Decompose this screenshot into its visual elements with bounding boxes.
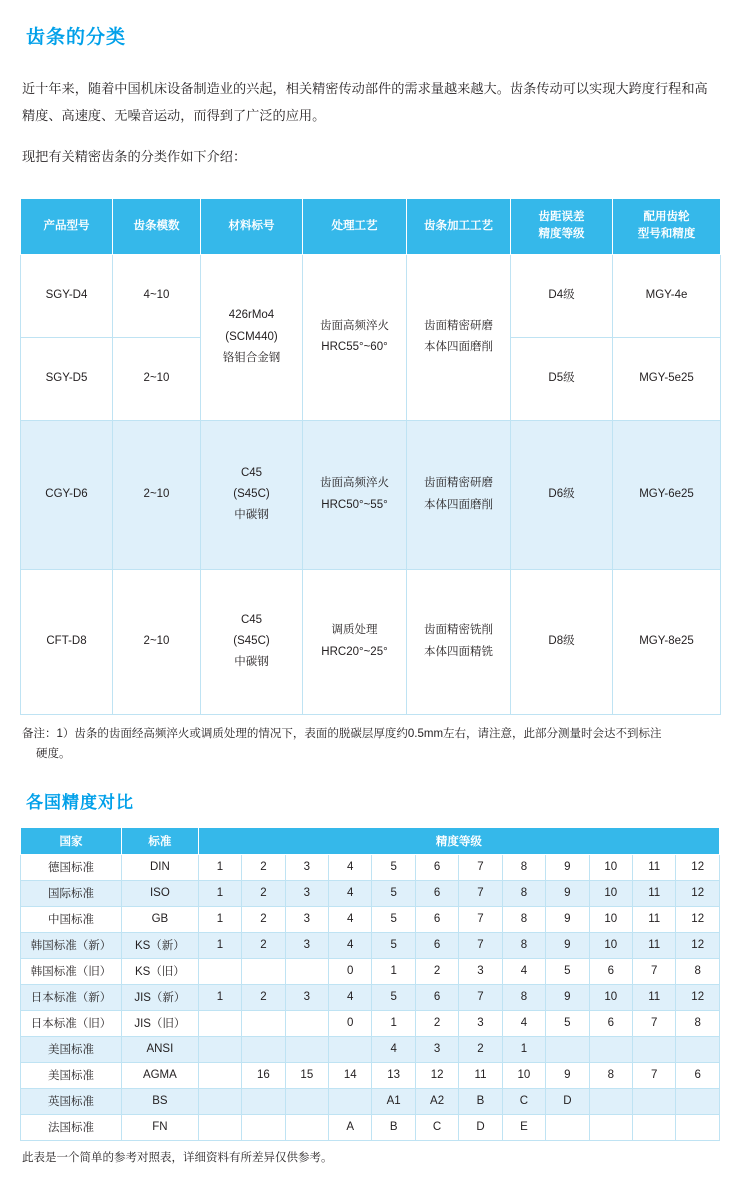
cmp-value: 3 [285, 932, 328, 958]
cmp-standard: DIN [122, 854, 199, 880]
comparison-footnote: 此表是一个简单的参考对照表，详细资料有所差异仅供参考。 [22, 1151, 333, 1164]
cmp-value [546, 1114, 589, 1140]
cmp-value: 1 [198, 906, 241, 932]
spec-table-note [22, 724, 718, 764]
cmp-value: 2 [242, 880, 285, 906]
cmp-value: 8 [676, 1010, 720, 1036]
cmp-value: 1 [372, 958, 415, 984]
cmp-value [546, 1036, 589, 1062]
cmp-value [676, 1114, 720, 1140]
cmp-value: 1 [198, 880, 241, 906]
cmp-value: A1 [372, 1088, 415, 1114]
table-row [21, 420, 721, 569]
cell-module: 4~10 [113, 254, 201, 337]
cmp-value: 12 [415, 1062, 458, 1088]
cmp-value: 2 [242, 984, 285, 1010]
cmp-value: D [546, 1088, 589, 1114]
cmp-value: B [459, 1088, 502, 1114]
cmp-value: 13 [372, 1062, 415, 1088]
table-row [21, 932, 720, 958]
cmp-value: 10 [589, 854, 632, 880]
cmp-value: 11 [632, 880, 675, 906]
cmp-value: 9 [546, 932, 589, 958]
intro-paragraph-2: 现把有关精密齿条的分类作如下介绍： [22, 149, 247, 165]
cmp-value: 0 [329, 1010, 372, 1036]
page-title: 齿条的分类 [26, 27, 127, 48]
cell-gear: MGY-6e25 [613, 420, 721, 569]
cmp-value: 8 [589, 1062, 632, 1088]
cmp-value: 8 [502, 984, 545, 1010]
spec-col-model: 产品型号 [21, 199, 113, 255]
cell-model: CFT-D8 [21, 569, 113, 714]
cmp-standard: ANSI [122, 1036, 199, 1062]
cmp-value [198, 1114, 241, 1140]
cmp-value: 7 [632, 958, 675, 984]
cmp-value [632, 1114, 675, 1140]
cmp-value: 1 [372, 1010, 415, 1036]
cmp-value: 8 [502, 880, 545, 906]
cmp-value [198, 1088, 241, 1114]
cmp-value [589, 1088, 632, 1114]
cell-module: 2~10 [113, 337, 201, 420]
cmp-value: 11 [632, 984, 675, 1010]
cmp-value [589, 1036, 632, 1062]
cmp-value: 6 [415, 906, 458, 932]
comparison-table [20, 827, 720, 1141]
cmp-value: B [372, 1114, 415, 1140]
cmp-country: 韩国标准（新） [21, 932, 122, 958]
cell-module: 2~10 [113, 569, 201, 714]
cell-material: C45 (S45C) 中碳钢 [201, 420, 303, 569]
cmp-value: 4 [329, 906, 372, 932]
cmp-value: 9 [546, 854, 589, 880]
cmp-value [285, 1036, 328, 1062]
cell-process: 齿面精密研磨 本体四面磨削 [407, 420, 511, 569]
cmp-standard: JIS（旧） [122, 1010, 199, 1036]
cmp-value [285, 1010, 328, 1036]
cmp-value: 9 [546, 906, 589, 932]
cell-model: CGY-D6 [21, 420, 113, 569]
cmp-country: 美国标准 [21, 1062, 122, 1088]
cmp-value: 1 [198, 932, 241, 958]
cmp-standard: BS [122, 1088, 199, 1114]
cmp-value [589, 1114, 632, 1140]
cmp-value: 16 [242, 1062, 285, 1088]
cell-gear: MGY-4e [613, 254, 721, 337]
cmp-value: E [502, 1114, 545, 1140]
table-row [21, 984, 720, 1010]
cmp-value [242, 1010, 285, 1036]
cmp-value: 1 [198, 854, 241, 880]
cmp-value: 10 [589, 984, 632, 1010]
cmp-value: 6 [415, 932, 458, 958]
cmp-country: 日本标准（旧） [21, 1010, 122, 1036]
cmp-value [198, 1036, 241, 1062]
cell-grade: D6级 [511, 420, 613, 569]
cmp-value: 8 [502, 854, 545, 880]
cmp-value: 2 [415, 958, 458, 984]
cmp-value: 14 [329, 1062, 372, 1088]
cmp-standard: AGMA [122, 1062, 199, 1088]
cmp-value [242, 1088, 285, 1114]
cmp-value: 6 [415, 854, 458, 880]
cmp-value: 8 [676, 958, 720, 984]
table-row [21, 958, 720, 984]
cmp-value: 4 [329, 932, 372, 958]
cmp-value: C [502, 1088, 545, 1114]
table-row [21, 906, 720, 932]
cmp-value: A2 [415, 1088, 458, 1114]
cell-model: SGY-D4 [21, 254, 113, 337]
cmp-value: 5 [546, 958, 589, 984]
document-page [0, 22, 740, 1183]
cmp-value: 9 [546, 880, 589, 906]
cmp-value: 15 [285, 1062, 328, 1088]
cmp-standard: GB [122, 906, 199, 932]
cmp-value: 7 [459, 880, 502, 906]
cmp-value: 4 [372, 1036, 415, 1062]
cell-treatment: 齿面高频淬火 HRC50°~55° [303, 420, 407, 569]
cell-material: C45 (S45C) 中碳钢 [201, 569, 303, 714]
cmp-value: 3 [415, 1036, 458, 1062]
cmp-value: 6 [676, 1062, 720, 1088]
cmp-standard: KS（新） [122, 932, 199, 958]
cmp-value: 7 [632, 1010, 675, 1036]
cmp-value: 12 [676, 984, 720, 1010]
cmp-value: 5 [372, 984, 415, 1010]
cmp-country: 美国标准 [21, 1036, 122, 1062]
cmp-value: 10 [589, 906, 632, 932]
cmp-col-grades: 精度等级 [198, 827, 719, 854]
cmp-value [632, 1088, 675, 1114]
cell-material: 426rMo4 (SCM440) 铬钼合金钢 [201, 254, 303, 420]
cmp-value: 5 [372, 932, 415, 958]
cmp-standard: KS（旧） [122, 958, 199, 984]
cmp-value: C [415, 1114, 458, 1140]
cmp-value: 7 [459, 854, 502, 880]
cmp-value: 10 [589, 880, 632, 906]
section-title-comparison: 各国精度对比 [26, 792, 134, 812]
cmp-value: 4 [329, 880, 372, 906]
intro-paragraph-1: 近十年来，随着中国机床设备制造业的兴起，相关精密传动部件的需求量越来越大。齿条传动可以实现大跨度行程和高精度、高速度、无噪音运动，而得到了广泛的应用。 [22, 81, 708, 124]
cmp-country: 日本标准（新） [21, 984, 122, 1010]
cmp-value: 1 [198, 984, 241, 1010]
cmp-value: 4 [502, 1010, 545, 1036]
cmp-country: 法国标准 [21, 1114, 122, 1140]
cmp-value: 8 [502, 932, 545, 958]
cmp-value: 5 [372, 880, 415, 906]
spec-col-gear: 配用齿轮 型号和精度 [613, 199, 721, 255]
cmp-value [329, 1088, 372, 1114]
spec-col-grade: 齿距误差 精度等级 [511, 199, 613, 255]
cmp-value: 3 [459, 958, 502, 984]
spec-col-process: 齿条加工工艺 [407, 199, 511, 255]
cmp-value: 1 [502, 1036, 545, 1062]
cmp-col-standard: 标准 [122, 827, 199, 854]
cmp-value: 7 [632, 1062, 675, 1088]
cmp-value: 9 [546, 1062, 589, 1088]
table-row [21, 254, 721, 337]
table-row [21, 1062, 720, 1088]
cmp-value: 2 [459, 1036, 502, 1062]
cmp-value: 3 [285, 906, 328, 932]
cmp-value [198, 958, 241, 984]
cmp-value: 11 [632, 932, 675, 958]
cmp-value: 3 [285, 880, 328, 906]
table-row [21, 880, 720, 906]
cmp-value: 10 [502, 1062, 545, 1088]
table-row [21, 1036, 720, 1062]
spec-col-treatment: 处理工艺 [303, 199, 407, 255]
cell-module: 2~10 [113, 420, 201, 569]
cmp-country: 韩国标准（旧） [21, 958, 122, 984]
table-row [21, 569, 721, 714]
cmp-value: 11 [632, 906, 675, 932]
cmp-value: 9 [546, 984, 589, 1010]
cell-grade: D8级 [511, 569, 613, 714]
cell-gear: MGY-5e25 [613, 337, 721, 420]
cmp-value: D [459, 1114, 502, 1140]
cmp-value: 12 [676, 880, 720, 906]
spec-table [20, 198, 721, 715]
cmp-value: 5 [546, 1010, 589, 1036]
cmp-value: 4 [502, 958, 545, 984]
cmp-col-country: 国家 [21, 827, 122, 854]
cmp-value: 3 [285, 854, 328, 880]
cmp-value: 7 [459, 984, 502, 1010]
cmp-value: 5 [372, 906, 415, 932]
note-line-2: 硬度。 [36, 747, 71, 760]
cmp-value: 6 [415, 984, 458, 1010]
cmp-value [242, 1036, 285, 1062]
cmp-value: 12 [676, 854, 720, 880]
cmp-value: 6 [589, 958, 632, 984]
cmp-value: 11 [632, 854, 675, 880]
cmp-value [198, 1062, 241, 1088]
cmp-value [632, 1036, 675, 1062]
cmp-value: 4 [329, 854, 372, 880]
cmp-value [329, 1036, 372, 1062]
cmp-value: 12 [676, 906, 720, 932]
cmp-value: 2 [242, 906, 285, 932]
cmp-value [676, 1088, 720, 1114]
table-row [21, 1088, 720, 1114]
cell-gear: MGY-8e25 [613, 569, 721, 714]
cmp-standard: ISO [122, 880, 199, 906]
cell-process: 齿面精密铣削 本体四面精铣 [407, 569, 511, 714]
spec-table-header-row [21, 199, 721, 255]
cmp-value: 3 [459, 1010, 502, 1036]
cmp-value: 7 [459, 932, 502, 958]
cell-process: 齿面精密研磨 本体四面磨削 [407, 254, 511, 420]
cmp-value: 2 [242, 932, 285, 958]
cmp-value [242, 958, 285, 984]
table-row [21, 1114, 720, 1140]
cmp-value: 2 [242, 854, 285, 880]
cmp-value: 10 [589, 932, 632, 958]
cmp-value [198, 1010, 241, 1036]
cell-treatment: 齿面高频淬火 HRC55°~60° [303, 254, 407, 420]
cell-treatment: 调质处理 HRC20°~25° [303, 569, 407, 714]
cell-model: SGY-D5 [21, 337, 113, 420]
cmp-value: 6 [415, 880, 458, 906]
cmp-value: 2 [415, 1010, 458, 1036]
cmp-value [285, 1088, 328, 1114]
table-row [21, 1010, 720, 1036]
cell-grade: D5级 [511, 337, 613, 420]
cmp-value: 0 [329, 958, 372, 984]
cmp-value: 5 [372, 854, 415, 880]
cmp-value [242, 1114, 285, 1140]
cmp-value [285, 958, 328, 984]
cmp-value: 4 [329, 984, 372, 1010]
cmp-value: 6 [589, 1010, 632, 1036]
cmp-value: 7 [459, 906, 502, 932]
cmp-value: 3 [285, 984, 328, 1010]
cmp-country: 国际标准 [21, 880, 122, 906]
spec-col-module: 齿条模数 [113, 199, 201, 255]
spec-col-material: 材料标号 [201, 199, 303, 255]
cmp-country: 德国标准 [21, 854, 122, 880]
cmp-value [285, 1114, 328, 1140]
cell-grade: D4级 [511, 254, 613, 337]
table-row [21, 854, 720, 880]
cmp-country: 英国标准 [21, 1088, 122, 1114]
cmp-value: 12 [676, 932, 720, 958]
cmp-country: 中国标准 [21, 906, 122, 932]
cmp-value: A [329, 1114, 372, 1140]
cmp-value [676, 1036, 720, 1062]
intro-text [22, 75, 718, 170]
cmp-value: 11 [459, 1062, 502, 1088]
cmp-standard: FN [122, 1114, 199, 1140]
cmp-value: 8 [502, 906, 545, 932]
note-line-1: 备注：1）齿条的齿面经高频淬火或调质处理的情况下，表面的脱碳层厚度约0.5mm左右，请注意，此部分测量时会达不到标注 [22, 727, 662, 740]
comparison-header-row [21, 827, 720, 854]
cmp-standard: JIS（新） [122, 984, 199, 1010]
